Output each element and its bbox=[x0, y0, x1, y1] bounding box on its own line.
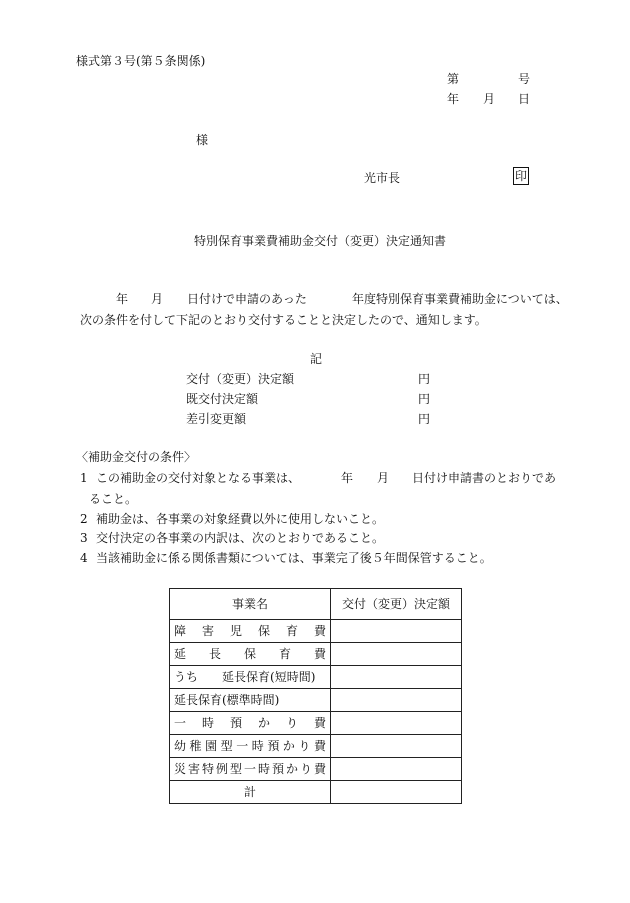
condition-1-rest: 日付け申請書のとおりであ bbox=[412, 471, 557, 485]
table-row bbox=[170, 620, 462, 643]
body-dated-applied: 日付けで申請のあった bbox=[187, 292, 307, 306]
table-row bbox=[170, 643, 462, 666]
condition-1-text: この補助金の交付対象となる事業は、 bbox=[96, 471, 301, 485]
condition-2-number: 2 bbox=[80, 512, 88, 526]
condition-1-month: 月 bbox=[377, 471, 390, 485]
amount-label-decided: 交付（変更）決定額 bbox=[186, 372, 295, 386]
record-heading: 記 bbox=[310, 352, 323, 366]
amount-label-difference: 差引変更額 bbox=[186, 412, 247, 426]
row-amount-cell bbox=[331, 643, 462, 666]
table-row bbox=[170, 666, 462, 689]
row-amount-cell bbox=[331, 712, 462, 735]
table-header-row bbox=[170, 589, 462, 620]
condition-3-number: 3 bbox=[80, 531, 88, 545]
body-line-2: 次の条件を付して下記のとおり交付することと決定したので、通知します。 bbox=[80, 313, 487, 327]
body-year: 年 bbox=[116, 292, 129, 306]
addressee-honorific: 様 bbox=[196, 133, 209, 147]
number-prefix: 第 bbox=[447, 72, 460, 86]
row-amount-cell bbox=[331, 666, 462, 689]
row-name-extended-care: 延長保育費 bbox=[170, 643, 331, 666]
form-number: 様式第３号(第５条関係) bbox=[76, 54, 206, 68]
table-row bbox=[170, 735, 462, 758]
condition-1-continuation: ること。 bbox=[89, 492, 138, 506]
table-total-row bbox=[170, 781, 462, 804]
row-amount-cell bbox=[331, 781, 462, 804]
row-name-extended-short: 延長保育(短時間) bbox=[222, 670, 316, 684]
row-name-disaster-temporary-care: 災害特例型一時預かり費 bbox=[170, 758, 331, 781]
row-amount-cell bbox=[331, 620, 462, 643]
breakdown-table bbox=[169, 588, 462, 804]
amount-unit-difference: 円 bbox=[418, 412, 431, 426]
table-row bbox=[170, 689, 462, 712]
row-extended-short-cell bbox=[170, 666, 331, 689]
header-business-name: 事業名 bbox=[170, 589, 331, 620]
table-row bbox=[170, 758, 462, 781]
row-amount-cell bbox=[331, 689, 462, 712]
number-suffix: 号 bbox=[518, 72, 531, 86]
condition-1-year: 年 bbox=[341, 471, 354, 485]
row-name-extended-standard: 延長保育(標準時間) bbox=[170, 689, 331, 712]
document-title: 特別保育事業費補助金交付（変更）決定通知書 bbox=[194, 234, 447, 248]
seal-mark: 印 bbox=[514, 169, 527, 183]
row-amount-cell bbox=[331, 735, 462, 758]
row-name-temporary-care: 一時預かり費 bbox=[170, 712, 331, 735]
row-name-total: 計 bbox=[170, 781, 331, 804]
body-month: 月 bbox=[151, 292, 164, 306]
amount-label-existing: 既交付決定額 bbox=[186, 392, 259, 406]
condition-4-text: 当該補助金に係る関係書類については、事業完了後５年間保管すること。 bbox=[96, 551, 492, 565]
header-decided-amount: 交付（変更）決定額 bbox=[331, 589, 462, 620]
amount-unit-decided: 円 bbox=[418, 372, 431, 386]
issuer-title: 光市長 bbox=[364, 171, 401, 185]
row-amount-cell bbox=[331, 758, 462, 781]
date-month: 月 bbox=[483, 92, 496, 106]
conditions-heading: 〈補助金交付の条件〉 bbox=[76, 450, 197, 464]
body-subsidy-year: 年度特別保育事業費補助金については、 bbox=[352, 292, 568, 306]
date-year: 年 bbox=[447, 92, 460, 106]
row-name-kindergarten-temporary-care: 幼稚園型一時預かり費 bbox=[170, 735, 331, 758]
condition-4-number: 4 bbox=[80, 551, 88, 565]
row-prefix-of-which: うち bbox=[174, 670, 199, 684]
condition-1-number: 1 bbox=[80, 471, 88, 485]
condition-2-text: 補助金は、各事業の対象経費以外に使用しないこと。 bbox=[96, 512, 385, 526]
condition-3-text: 交付決定の各事業の内訳は、次のとおりであること。 bbox=[96, 531, 385, 545]
row-name-disabled-child-care: 障害児保育費 bbox=[170, 620, 331, 643]
table-row bbox=[170, 712, 462, 735]
amount-unit-existing: 円 bbox=[418, 392, 431, 406]
date-day: 日 bbox=[518, 92, 531, 106]
